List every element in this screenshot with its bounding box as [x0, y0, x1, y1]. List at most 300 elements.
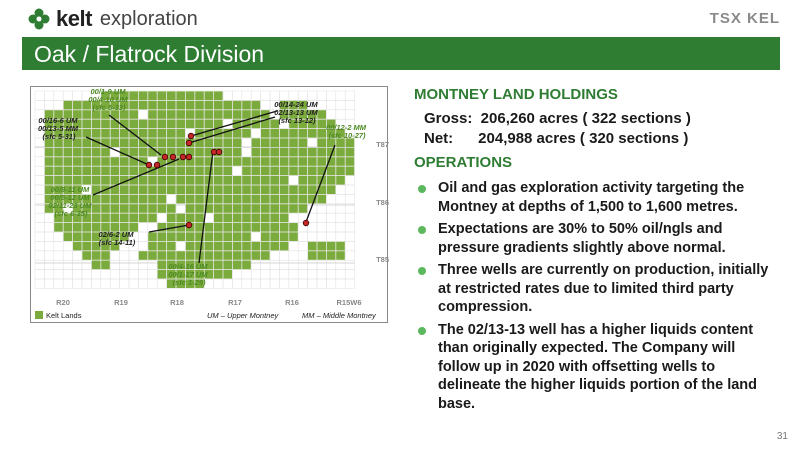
land-parcel — [73, 223, 82, 232]
land-parcel — [139, 129, 148, 138]
land-parcel — [176, 138, 185, 147]
land-parcel — [280, 176, 289, 185]
callout-line: 00/1-17 UM — [168, 270, 208, 279]
land-parcel — [214, 270, 223, 279]
land-parcel — [120, 195, 129, 204]
well-marker — [216, 149, 222, 155]
bullet-dot-icon — [418, 226, 426, 234]
callout-line: 00/4-10 UM — [88, 95, 128, 104]
land-parcel — [73, 242, 82, 251]
land-parcel — [167, 242, 176, 251]
land-parcel — [120, 185, 129, 194]
land-parcel — [120, 204, 129, 213]
range-label-r19: R19 — [114, 298, 128, 307]
land-parcel — [308, 129, 317, 138]
land-parcel — [270, 204, 279, 213]
well-marker — [154, 162, 160, 168]
bullet-text: The 02/13-13 well has a higher liquids content than originally expected. The Company will follow up in 2020 with offsetting wells to delineate the higher liquids portion of the land base. — [438, 321, 758, 412]
land-parcel — [280, 138, 289, 147]
land-parcel — [205, 167, 214, 176]
land-parcel — [252, 185, 261, 194]
land-parcel — [139, 214, 148, 223]
land-parcel — [233, 251, 242, 260]
land-parcel — [148, 176, 157, 185]
land-parcel — [195, 214, 204, 223]
land-parcel — [101, 251, 110, 260]
land-parcel — [299, 167, 308, 176]
land-parcel — [158, 110, 167, 119]
land-parcel — [270, 129, 279, 138]
land-parcel — [186, 214, 195, 223]
land-parcel — [252, 167, 261, 176]
land-parcel — [82, 176, 91, 185]
land-parcel — [195, 91, 204, 100]
land-parcel — [280, 129, 289, 138]
land-parcel — [148, 195, 157, 204]
land-parcel — [54, 148, 63, 157]
land-parcel — [327, 251, 336, 260]
land-parcel — [308, 242, 317, 251]
land-parcel — [205, 110, 214, 119]
land-parcel — [92, 167, 101, 176]
land-parcel — [317, 138, 326, 147]
land-parcel — [167, 204, 176, 213]
callout-line: (sfc 5-31) — [42, 132, 76, 141]
land-parcel — [223, 138, 232, 147]
land-parcel — [64, 167, 73, 176]
land-parcel — [289, 138, 298, 147]
land-parcel — [92, 176, 101, 185]
land-parcel — [270, 138, 279, 147]
callout-line: (sfc 1-29) — [172, 278, 206, 287]
land-parcel — [139, 120, 148, 129]
land-parcel — [205, 120, 214, 129]
land-parcel — [167, 120, 176, 129]
callout-line: 00/14-24 UM — [274, 100, 318, 109]
land-parcel — [327, 176, 336, 185]
land-parcel — [73, 176, 82, 185]
land-parcel — [317, 120, 326, 129]
land-parcel — [176, 195, 185, 204]
land-parcel — [129, 101, 138, 110]
land-parcel — [261, 176, 270, 185]
land-parcel — [223, 232, 232, 241]
land-parcel — [158, 270, 167, 279]
land-parcel — [223, 195, 232, 204]
callout-line: 02/13-13 UM — [274, 108, 318, 117]
land-parcel — [223, 176, 232, 185]
land-parcel — [129, 167, 138, 176]
land-parcel — [158, 120, 167, 129]
land-parcel — [252, 204, 261, 213]
land-parcel — [139, 91, 148, 100]
land-parcel — [299, 176, 308, 185]
land-parcel — [299, 138, 308, 147]
land-parcel — [101, 214, 110, 223]
land-parcel — [270, 242, 279, 251]
land-parcel — [158, 138, 167, 147]
land-parcel — [186, 110, 195, 119]
middle-montney-note: MM – Middle Montney — [302, 311, 376, 320]
land-parcel — [336, 148, 345, 157]
land-parcel — [261, 148, 270, 157]
callout-line: (sfc 13-12) — [278, 116, 316, 125]
land-parcel — [261, 214, 270, 223]
land-parcel — [111, 120, 120, 129]
bullet-dot-icon — [418, 267, 426, 275]
land-parcel — [158, 195, 167, 204]
land-parcel — [205, 195, 214, 204]
callout-line: (sfc 6-35) — [54, 209, 88, 218]
land-parcel — [205, 223, 214, 232]
land-parcel — [289, 204, 298, 213]
operations-bullet — [418, 179, 778, 216]
land-parcel — [186, 91, 195, 100]
land-parcel — [242, 232, 251, 241]
land-parcel — [176, 120, 185, 129]
land-parcel — [223, 204, 232, 213]
land-parcel — [45, 167, 54, 176]
land-parcel — [308, 185, 317, 194]
land-parcel — [270, 185, 279, 194]
land-parcel — [101, 261, 110, 270]
land-parcel — [158, 91, 167, 100]
land-parcel — [120, 138, 129, 147]
land-parcel — [242, 101, 251, 110]
land-parcel — [186, 251, 195, 260]
land-map — [30, 86, 388, 323]
land-parcel — [139, 176, 148, 185]
land-parcel — [223, 214, 232, 223]
land-parcel — [242, 167, 251, 176]
page-number: 31 — [776, 431, 788, 442]
land-parcel — [252, 101, 261, 110]
township-label-t87: T87 — [376, 140, 389, 149]
land-parcel — [176, 232, 185, 241]
land-parcel — [139, 185, 148, 194]
land-parcel — [280, 214, 289, 223]
callout-line: 00/4-16 UM — [168, 262, 208, 271]
land-parcel — [308, 157, 317, 166]
land-parcel — [176, 129, 185, 138]
land-parcel — [261, 232, 270, 241]
land-parcel — [223, 101, 232, 110]
land-parcel — [139, 101, 148, 110]
land-parcel — [214, 195, 223, 204]
land-parcel — [111, 176, 120, 185]
land-parcel — [64, 176, 73, 185]
well-marker — [170, 154, 176, 160]
land-parcel — [214, 223, 223, 232]
land-parcel — [289, 232, 298, 241]
callout-wells-6-35 — [49, 185, 94, 218]
land-parcel — [214, 185, 223, 194]
land-parcel — [82, 120, 91, 129]
land-parcel — [280, 242, 289, 251]
land-parcel — [242, 195, 251, 204]
land-parcel — [233, 110, 242, 119]
land-parcel — [195, 176, 204, 185]
land-parcel — [261, 129, 270, 138]
land-parcel — [92, 129, 101, 138]
land-parcel — [346, 167, 355, 176]
land-parcel — [186, 242, 195, 251]
land-parcel — [242, 242, 251, 251]
land-parcel — [82, 232, 91, 241]
gross-holdings: Gross: 206,260 acres ( 322 sections ) — [424, 110, 691, 127]
land-parcel — [111, 138, 120, 147]
land-parcel — [167, 251, 176, 260]
land-parcel — [111, 129, 120, 138]
land-parcel — [252, 157, 261, 166]
land-parcel — [252, 242, 261, 251]
land-parcel — [176, 185, 185, 194]
land-parcel — [270, 195, 279, 204]
land-parcel — [252, 223, 261, 232]
land-parcel — [242, 185, 251, 194]
land-parcel — [299, 185, 308, 194]
land-parcel — [195, 204, 204, 213]
land-parcel — [242, 251, 251, 260]
land-parcel — [327, 167, 336, 176]
land-parcel — [233, 261, 242, 270]
operations-bullet — [418, 321, 778, 414]
land-parcel — [308, 167, 317, 176]
land-parcel — [289, 223, 298, 232]
land-parcel — [336, 251, 345, 260]
land-parcel — [223, 110, 232, 119]
land-parcel — [167, 176, 176, 185]
well-marker — [186, 154, 192, 160]
land-parcel — [139, 204, 148, 213]
land-parcel — [82, 251, 91, 260]
callout-wells-13-12 — [274, 100, 319, 125]
well-marker — [180, 154, 186, 160]
land-parcel — [195, 157, 204, 166]
land-parcel — [82, 129, 91, 138]
well-marker — [146, 162, 152, 168]
land-parcel — [233, 185, 242, 194]
land-parcel — [54, 223, 63, 232]
land-parcel — [129, 138, 138, 147]
callout-line: (sfc 14-11) — [98, 238, 136, 247]
land-parcel — [299, 195, 308, 204]
land-parcel — [158, 242, 167, 251]
land-parcel — [139, 148, 148, 157]
well-marker — [303, 220, 309, 226]
land-parcel — [327, 242, 336, 251]
upper-montney-note: UM – Upper Montney — [207, 311, 279, 320]
land-parcel — [64, 148, 73, 157]
land-parcel — [280, 167, 289, 176]
land-parcel — [101, 157, 110, 166]
land-parcel — [233, 157, 242, 166]
land-parcel — [111, 167, 120, 176]
land-parcel — [129, 185, 138, 194]
land-parcel — [317, 148, 326, 157]
land-parcel — [92, 251, 101, 260]
land-parcel — [82, 167, 91, 176]
land-parcel — [233, 138, 242, 147]
callout-line: 00/5-12 UM — [50, 193, 90, 202]
land-parcel — [223, 185, 232, 194]
land-parcel — [54, 167, 63, 176]
operations-heading: OPERATIONS — [414, 154, 513, 171]
callout-line: 00/13-5 MM — [37, 124, 78, 133]
land-parcel — [233, 176, 242, 185]
land-parcel — [280, 204, 289, 213]
callout-wells-5-31 — [38, 116, 80, 141]
land-map-canvas — [31, 87, 387, 322]
land-parcel — [233, 195, 242, 204]
range-label-r20: R20 — [56, 298, 70, 307]
land-parcel — [214, 251, 223, 260]
land-parcel — [270, 176, 279, 185]
land-parcel — [176, 214, 185, 223]
land-parcel — [308, 148, 317, 157]
land-parcel — [158, 185, 167, 194]
land-parcel — [129, 214, 138, 223]
land-parcel — [261, 242, 270, 251]
land-parcel — [233, 232, 242, 241]
land-parcel — [242, 129, 251, 138]
bullet-text: Oil and gas exploration activity targeting the Montney at depths of 1,500 to 1,600 metres. — [438, 180, 745, 215]
land-parcel — [101, 120, 110, 129]
land-parcel — [214, 176, 223, 185]
land-parcel — [261, 157, 270, 166]
land-parcel — [299, 148, 308, 157]
land-parcel — [252, 251, 261, 260]
operations-bullet — [418, 220, 778, 257]
land-parcel — [54, 176, 63, 185]
land-parcel — [242, 214, 251, 223]
land-parcel — [242, 176, 251, 185]
land-parcel — [280, 195, 289, 204]
land-parcel — [73, 167, 82, 176]
land-parcel — [223, 148, 232, 157]
land-parcel — [205, 101, 214, 110]
land-parcel — [45, 157, 54, 166]
land-parcel — [214, 204, 223, 213]
land-parcel — [223, 270, 232, 279]
land-parcel — [167, 138, 176, 147]
land-parcel — [242, 204, 251, 213]
land-parcel — [336, 242, 345, 251]
land-parcel — [73, 232, 82, 241]
land-parcel — [45, 176, 54, 185]
land-parcel — [176, 176, 185, 185]
land-parcel — [270, 148, 279, 157]
land-parcel — [158, 129, 167, 138]
callout-line: (sfc 5-33) — [92, 103, 126, 112]
land-parcel — [327, 185, 336, 194]
land-parcel — [186, 195, 195, 204]
bullet-dot-icon — [418, 185, 426, 193]
land-parcel — [167, 232, 176, 241]
land-parcel — [261, 251, 270, 260]
land-parcel — [186, 185, 195, 194]
land-parcel — [233, 223, 242, 232]
land-parcel — [233, 214, 242, 223]
land-parcel — [317, 129, 326, 138]
land-parcel — [167, 185, 176, 194]
township-label-t86: T86 — [376, 198, 389, 207]
land-parcel — [252, 148, 261, 157]
land-parcel — [214, 232, 223, 241]
land-parcel — [242, 157, 251, 166]
land-parcel — [92, 148, 101, 157]
land-parcel — [261, 195, 270, 204]
land-parcel — [82, 157, 91, 166]
land-parcel — [270, 167, 279, 176]
land-parcel — [205, 242, 214, 251]
operations-bullet — [418, 261, 778, 317]
land-parcel — [214, 242, 223, 251]
legend-swatch — [35, 311, 43, 319]
land-parcel — [214, 101, 223, 110]
land-parcel — [270, 232, 279, 241]
land-parcel — [205, 232, 214, 241]
land-parcel — [308, 176, 317, 185]
land-parcel — [64, 101, 73, 110]
land-parcel — [167, 110, 176, 119]
land-parcel — [299, 129, 308, 138]
callout-line: 00/8-11 UM — [50, 185, 90, 194]
land-parcel — [214, 167, 223, 176]
land-parcel — [45, 148, 54, 157]
land-parcel — [73, 101, 82, 110]
land-parcel — [186, 204, 195, 213]
land-parcel — [186, 101, 195, 110]
land-parcel — [242, 110, 251, 119]
land-parcel — [261, 167, 270, 176]
callout-line: 02/6-2 UM — [98, 230, 134, 239]
land-parcel — [261, 185, 270, 194]
logo-word: kelt — [56, 6, 92, 31]
land-parcel — [261, 138, 270, 147]
land-parcel — [148, 120, 157, 129]
land-parcel — [223, 223, 232, 232]
land-parcel — [233, 242, 242, 251]
land-parcel — [148, 129, 157, 138]
logo-subword: exploration — [99, 7, 198, 30]
title-bar — [22, 37, 780, 70]
range-label-r15w6: R15W6 — [336, 298, 362, 307]
land-parcel — [195, 148, 204, 157]
land-parcel — [139, 195, 148, 204]
land-parcel — [111, 204, 120, 213]
bullet-text: Three wells are currently on production, initially at restricted rates due to limited third party compression. — [438, 262, 769, 315]
land-parcel — [148, 110, 157, 119]
land-parcel — [101, 129, 110, 138]
callout-wells-14-11 — [98, 230, 135, 247]
land-parcel — [223, 251, 232, 260]
land-parcel — [101, 195, 110, 204]
land-parcel — [148, 214, 157, 223]
slide-title: Oak / Flatrock Division — [34, 41, 265, 67]
callout-line: 00/12-2 MM — [325, 123, 366, 132]
land-parcel — [336, 176, 345, 185]
exchange-ticker: TSX KEL — [709, 10, 780, 27]
land-parcel — [111, 157, 120, 166]
land-parcel — [252, 195, 261, 204]
land-parcel — [120, 157, 129, 166]
land-parcel — [158, 204, 167, 213]
land-parcel — [129, 110, 138, 119]
land-parcel — [176, 101, 185, 110]
land-parcel — [92, 120, 101, 129]
land-parcel — [148, 185, 157, 194]
